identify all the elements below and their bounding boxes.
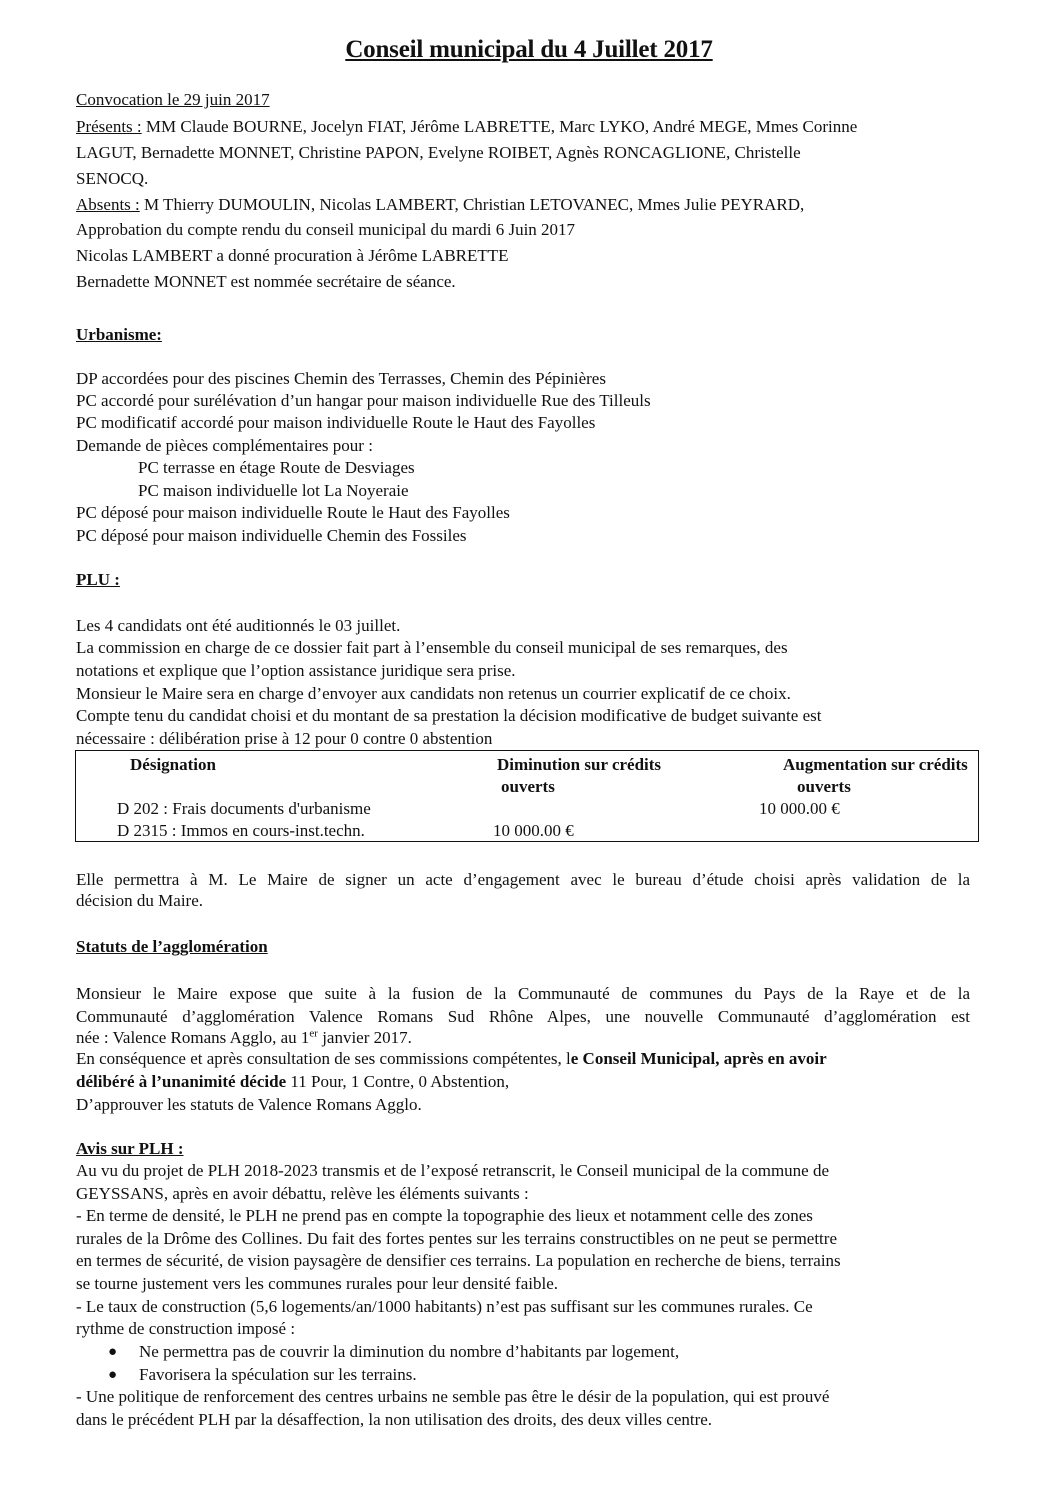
- page-title: Conseil municipal du 4 Juillet 2017: [345, 36, 713, 63]
- urbanisme-item: PC accordé pour surélévation d’un hangar pour maison individuelle Rue des Tilleuls: [76, 391, 651, 410]
- plu-line: Monsieur le Maire sera en charge d’envoyer aux candidats non retenus un courrier explicatif de ce choix.: [76, 684, 791, 703]
- procuration-line: Nicolas LAMBERT a donné procuration à Jérôme LABRETTE: [76, 246, 509, 265]
- presents-line-3: SENOCQ.: [76, 169, 149, 188]
- table-cell-diminution: 10 000.00 €: [493, 821, 574, 840]
- presents-label: Présents :: [76, 117, 142, 136]
- plh-bullet-item: Ne permettra pas de couvrir la diminution du nombre d’habitants par logement,: [139, 1342, 680, 1361]
- urbanisme-item: Demande de pièces complémentaires pour :: [76, 436, 373, 455]
- urbanisme-subitem: PC maison individuelle lot La Noyeraie: [138, 481, 409, 500]
- statuts-vote-line: [76, 1072, 509, 1092]
- bullet-icon: ●: [108, 1367, 118, 1383]
- plh-line: rythme de construction imposé :: [76, 1319, 296, 1338]
- statuts-line: [76, 1028, 412, 1048]
- urbanisme-item: PC déposé pour maison individuelle Route le Haut des Fayolles: [76, 503, 510, 522]
- plh-line: - Le taux de construction (5,6 logements/an/1000 habitants) n’est pas suffisant sur les communes rurales. Ce: [76, 1297, 813, 1316]
- plu-line: La commission en charge de ce dossier fait part à l’ensemble du conseil municipal de ses remarques, des: [76, 638, 788, 657]
- statuts-decision-a: En conséquence et après consultation de ses commissions compétentes, l: [76, 1049, 571, 1068]
- plu-line: notations et explique que l’option assistance juridique sera prise.: [76, 661, 516, 680]
- statuts-decision-line: [76, 1049, 827, 1069]
- bullet-icon: ●: [108, 1344, 118, 1360]
- secretaire-line: Bernadette MONNET est nommée secrétaire de séance.: [76, 272, 456, 291]
- urbanisme-item: PC modificatif accordé pour maison individuelle Route le Haut des Fayolles: [76, 413, 596, 432]
- statuts-decision-b: e Conseil Municipal, après en avoir: [570, 1049, 827, 1068]
- plh-line: GEYSSANS, après en avoir débattu, relève les éléments suivants :: [76, 1184, 529, 1203]
- table-header-diminution-ouverts: ouverts: [501, 777, 555, 796]
- plh-line: se tourne justement vers les communes rurales pour leur densité faible.: [76, 1274, 558, 1293]
- statuts-heading: Statuts de l’agglomération: [76, 937, 268, 956]
- statuts-line: Communauté d’agglomération Valence Romans Sud Rhône Alpes, une nouvelle Communauté d’agglomération est: [76, 1007, 970, 1026]
- plh-line: - En terme de densité, le PLH ne prend pas en compte la topographie des lieux et notamment celle des zones: [76, 1206, 813, 1225]
- plh-heading: Avis sur PLH :: [76, 1139, 184, 1158]
- statuts-date-a: née : Valence Romans Agglo, au 1: [76, 1028, 310, 1047]
- plu-heading: PLU :: [76, 570, 120, 589]
- table-header-augmentation: Augmentation sur crédits: [783, 755, 968, 774]
- statuts-line: D’approuver les statuts de Valence Romans Agglo.: [76, 1095, 422, 1114]
- plh-line: en termes de sécurité, de vision paysagère de densifier ces terrains. La population en recherche de biens, terrains: [76, 1251, 841, 1270]
- plu-after-line: Elle permettra à M. Le Maire de signer un acte d’engagement avec le bureau d’étude choisi après validation de la: [76, 870, 970, 889]
- plu-line: Compte tenu du candidat choisi et du montant de sa prestation la décision modificative de budget suivante est: [76, 706, 822, 725]
- statuts-vote-a: délibéré à l’unanimité décide: [76, 1072, 287, 1091]
- urbanisme-subitem: PC terrasse en étage Route de Desviages: [138, 458, 415, 477]
- table-cell-designation: D 202 : Frais documents d'urbanisme: [117, 799, 371, 818]
- plu-line: Les 4 candidats ont été auditionnés le 03 juillet.: [76, 616, 401, 635]
- presents-text-1: MM Claude BOURNE, Jocelyn FIAT, Jérôme LABRETTE, Marc LYKO, André MEGE, Mmes Corinne: [141, 117, 858, 136]
- budget-table: [75, 750, 979, 842]
- plh-line: rurales de la Drôme des Collines. Du fait des fortes pentes sur les terrains constructibles on ne peut se permettre: [76, 1229, 837, 1248]
- plh-line: - Une politique de renforcement des centres urbains ne semble pas être le désir de la population, qui est prouvé: [76, 1387, 830, 1406]
- urbanisme-item: PC déposé pour maison individuelle Chemin des Fossiles: [76, 526, 467, 545]
- plh-bullet-item: Favorisera la spéculation sur les terrains.: [139, 1365, 417, 1384]
- plu-line: nécessaire : délibération prise à 12 pour 0 contre 0 abstention: [76, 729, 493, 748]
- absents-line: [76, 195, 804, 215]
- convocation-text: Convocation le 29 juin 2017: [76, 90, 270, 109]
- statuts-line: Monsieur le Maire expose que suite à la fusion de la Communauté de communes du Pays de la Raye et de la: [76, 984, 970, 1003]
- absents-text: M Thierry DUMOULIN, Nicolas LAMBERT, Christian LETOVANEC, Mmes Julie PEYRARD,: [139, 195, 805, 214]
- table-header-augmentation-ouverts: ouverts: [797, 777, 851, 796]
- absents-label: Absents :: [76, 195, 140, 214]
- statuts-vote-b: 11 Pour, 1 Contre, 0 Abstention,: [286, 1072, 510, 1091]
- table-cell-augmentation: 10 000.00 €: [759, 799, 840, 818]
- approbation-line: Approbation du compte rendu du conseil municipal du mardi 6 Juin 2017: [76, 220, 576, 239]
- urbanisme-heading: Urbanisme:: [76, 325, 162, 344]
- plh-line: Au vu du projet de PLH 2018-2023 transmis et de l’exposé retranscrit, le Conseil municipal de la commune de: [76, 1161, 830, 1180]
- statuts-date-sup: er: [309, 1027, 318, 1040]
- table-cell-designation: D 2315 : Immos en cours-inst.techn.: [117, 821, 365, 840]
- presents-line-2: LAGUT, Bernadette MONNET, Christine PAPON, Evelyne ROIBET, Agnès RONCAGLIONE, Christelle: [76, 143, 801, 162]
- plh-line: dans le précédent PLH par la désaffection, la non utilisation des droits, des deux villes centre.: [76, 1410, 713, 1429]
- table-header-designation: Désignation: [130, 755, 216, 774]
- presents-line-1: [76, 117, 857, 137]
- convocation-line: [76, 90, 270, 110]
- plu-after-line: décision du Maire.: [76, 891, 203, 910]
- urbanisme-item: DP accordées pour des piscines Chemin des Terrasses, Chemin des Pépinières: [76, 369, 606, 388]
- table-header-diminution: Diminution sur crédits: [497, 755, 662, 774]
- statuts-date-b: janvier 2017.: [317, 1028, 412, 1047]
